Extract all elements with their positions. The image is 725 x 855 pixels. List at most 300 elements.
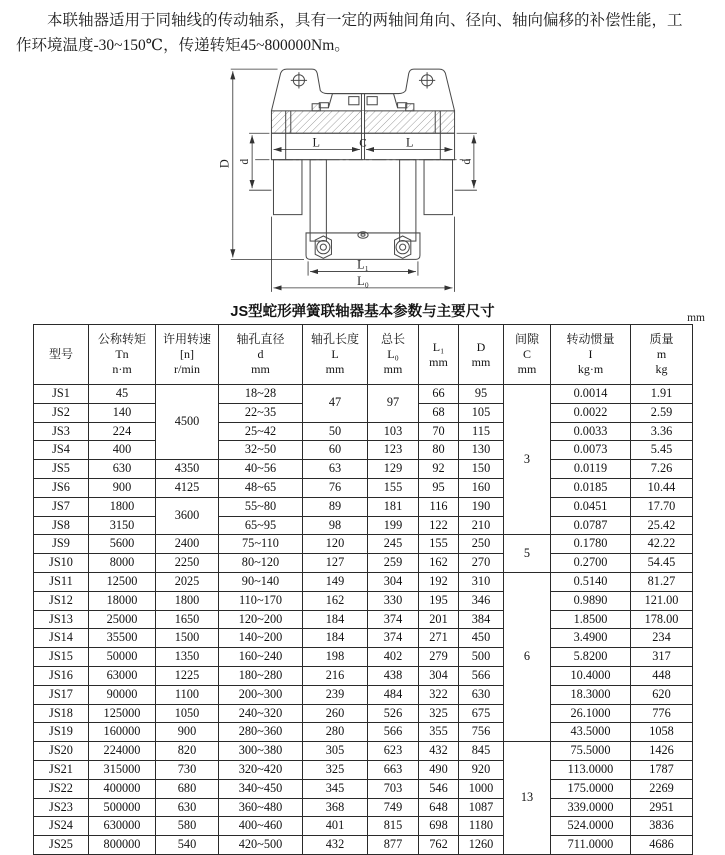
table-cell: 450 [459, 629, 504, 648]
table-cell: 1787 [631, 760, 693, 779]
table-cell: 18000 [89, 591, 156, 610]
table-cell: 120 [303, 535, 368, 554]
table-cell: 113.0000 [551, 760, 631, 779]
table-cell: 35500 [89, 629, 156, 648]
table-cell: 2250 [156, 554, 219, 573]
table-cell: 1800 [156, 591, 219, 610]
column-header: 转动惯量 I kg·m [551, 325, 631, 385]
table-cell: 2269 [631, 779, 693, 798]
label-C: C [358, 137, 367, 150]
table-cell: 0.0451 [551, 497, 631, 516]
coupling-drawing [218, 60, 508, 296]
table-cell: 3.36 [631, 422, 693, 441]
table-cell: 317 [631, 648, 693, 667]
table-row [34, 742, 693, 761]
label-L1: L₁ [356, 257, 369, 272]
table-cell: 900 [156, 723, 219, 742]
table-cell: 6 [504, 572, 551, 741]
table-row [34, 535, 693, 554]
table-cell: 149 [303, 572, 368, 591]
table-row [34, 666, 693, 685]
table-row [34, 648, 693, 667]
table-cell: 330 [368, 591, 419, 610]
table-cell: 500 [459, 648, 504, 667]
table-cell: JS21 [34, 760, 89, 779]
table-cell: 68 [419, 403, 459, 422]
table-cell: 90~140 [219, 572, 303, 591]
table-cell: JS4 [34, 441, 89, 460]
column-header: 公称转矩 Tn n·m [89, 325, 156, 385]
table-cell: 123 [368, 441, 419, 460]
table-cell: JS2 [34, 403, 89, 422]
table-cell: 1050 [156, 704, 219, 723]
table-cell: 10.44 [631, 478, 693, 497]
label-L-left: L [311, 135, 320, 150]
table-cell: 127 [303, 554, 368, 573]
table-cell: 5 [504, 535, 551, 573]
table-cell: 18.3000 [551, 685, 631, 704]
table-cell: 800000 [89, 836, 156, 855]
table-row [34, 591, 693, 610]
table-cell: 25000 [89, 610, 156, 629]
table-cell: 680 [156, 779, 219, 798]
column-header: D mm [459, 325, 504, 385]
left-lower-block [273, 160, 301, 215]
table-cell: 401 [303, 817, 368, 836]
table-cell: 250 [459, 535, 504, 554]
table-cell: 432 [303, 836, 368, 855]
table-cell: 192 [419, 572, 459, 591]
table-cell: 181 [368, 497, 419, 516]
table-cell: JS24 [34, 817, 89, 836]
table-cell: 815 [368, 817, 419, 836]
table-cell: 304 [368, 572, 419, 591]
table-row [34, 422, 693, 441]
table-cell: 566 [368, 723, 419, 742]
table-cell: 80~120 [219, 554, 303, 573]
table-cell: 55~80 [219, 497, 303, 516]
table-cell: 25.42 [631, 516, 693, 535]
table-cell: 26.1000 [551, 704, 631, 723]
table-cell: 1350 [156, 648, 219, 667]
table-cell: 63000 [89, 666, 156, 685]
table-cell: 184 [303, 610, 368, 629]
table-cell: 245 [368, 535, 419, 554]
table-cell: 160000 [89, 723, 156, 742]
label-L-right: L [405, 135, 414, 150]
table-cell: 65~95 [219, 516, 303, 535]
table-cell: 448 [631, 666, 693, 685]
table-cell: 432 [419, 742, 459, 761]
table-cell: 0.0185 [551, 478, 631, 497]
table-cell: 0.2700 [551, 554, 631, 573]
table-cell: JS22 [34, 779, 89, 798]
table-cell: 43.5000 [551, 723, 631, 742]
table-cell: 66 [419, 385, 459, 404]
table-cell: 17.70 [631, 497, 693, 516]
table-cell: 920 [459, 760, 504, 779]
inner-cover [328, 94, 397, 108]
table-cell: 703 [368, 779, 419, 798]
table-cell: 7.26 [631, 460, 693, 479]
table-cell: 1.91 [631, 385, 693, 404]
table-cell: 580 [156, 817, 219, 836]
table-cell: JS23 [34, 798, 89, 817]
table-cell: 70 [419, 422, 459, 441]
table-cell: 5.8200 [551, 648, 631, 667]
table-cell: 90000 [89, 685, 156, 704]
table-cell: 5600 [89, 535, 156, 554]
table-cell: 184 [303, 629, 368, 648]
table-cell: 89 [303, 497, 368, 516]
table-cell: 0.9890 [551, 591, 631, 610]
table-cell: 490 [419, 760, 459, 779]
column-header: 总长 L₀ mm [368, 325, 419, 385]
table-cell: 315000 [89, 760, 156, 779]
table-cell: 524.0000 [551, 817, 631, 836]
table-cell: 18~28 [219, 385, 303, 404]
table-cell: 340~450 [219, 779, 303, 798]
table-cell: JS10 [34, 554, 89, 573]
table-cell: JS25 [34, 836, 89, 855]
table-cell: 13 [504, 742, 551, 855]
table-row [34, 685, 693, 704]
table-cell: 675 [459, 704, 504, 723]
table-cell: 97 [368, 385, 419, 423]
table-cell: JS5 [34, 460, 89, 479]
table-cell: 160~240 [219, 648, 303, 667]
table-cell: 130 [459, 441, 504, 460]
table-cell: 198 [303, 648, 368, 667]
table-row [34, 629, 693, 648]
intro-paragraph [0, 0, 725, 58]
table-cell: 0.0787 [551, 516, 631, 535]
table-cell: 42.22 [631, 535, 693, 554]
table-cell: 12500 [89, 572, 156, 591]
table-row [34, 478, 693, 497]
table-cell: 2.59 [631, 403, 693, 422]
column-header: 型号 [34, 325, 89, 385]
table-cell: 224000 [89, 742, 156, 761]
table-cell: JS8 [34, 516, 89, 535]
table-row [34, 516, 693, 535]
table-cell: 80 [419, 441, 459, 460]
table-row [34, 779, 693, 798]
table-cell: 3150 [89, 516, 156, 535]
table-cell: 76 [303, 478, 368, 497]
column-header: 质量 m kg [631, 325, 693, 385]
table-cell: 260 [303, 704, 368, 723]
table-cell: 5.45 [631, 441, 693, 460]
table-cell: 60 [303, 441, 368, 460]
table-cell: 199 [368, 516, 419, 535]
table-cell: 346 [459, 591, 504, 610]
table-cell: 900 [89, 478, 156, 497]
table-cell: 190 [459, 497, 504, 516]
table-cell: 116 [419, 497, 459, 516]
table-cell: JS6 [34, 478, 89, 497]
table-caption-row [0, 300, 725, 324]
table-cell: 1000 [459, 779, 504, 798]
table-cell: 200~300 [219, 685, 303, 704]
table-cell: 280 [303, 723, 368, 742]
table-cell: 546 [419, 779, 459, 798]
table-row [34, 723, 693, 742]
table-cell: 1100 [156, 685, 219, 704]
table-cell: 160 [459, 478, 504, 497]
table-cell: 180~280 [219, 666, 303, 685]
table-cell: 175.0000 [551, 779, 631, 798]
table-cell: 0.0119 [551, 460, 631, 479]
table-cell: 75.5000 [551, 742, 631, 761]
table-row [34, 817, 693, 836]
table-cell: 45 [89, 385, 156, 404]
table-cell: 103 [368, 422, 419, 441]
table-cell: 178.00 [631, 610, 693, 629]
coupling-cross-section-svg [218, 60, 508, 296]
table-cell: 22~35 [219, 403, 303, 422]
table-cell: 25~42 [219, 422, 303, 441]
yoke-bolt-icon [315, 236, 411, 258]
table-cell: 345 [303, 779, 368, 798]
label-L0: L₀ [356, 273, 369, 288]
column-header: L₁ mm [419, 325, 459, 385]
table-cell: 121.00 [631, 591, 693, 610]
table-header [34, 325, 693, 385]
column-header: 轴孔长度 L mm [303, 325, 368, 385]
table-cell: 400 [89, 441, 156, 460]
bottom-yoke [306, 233, 420, 259]
table-cell: 374 [368, 629, 419, 648]
table-cell: 2951 [631, 798, 693, 817]
table-cell: 54.45 [631, 554, 693, 573]
table-cell: 270 [459, 554, 504, 573]
table-cell: 368 [303, 798, 368, 817]
table-cell: 630 [459, 685, 504, 704]
table-cell: 3.4900 [551, 629, 631, 648]
table-cell: 566 [459, 666, 504, 685]
table-cell: 216 [303, 666, 368, 685]
table-cell: 0.5140 [551, 572, 631, 591]
table-cell: 420~500 [219, 836, 303, 855]
table-cell: 4125 [156, 478, 219, 497]
table-cell: 0.0014 [551, 385, 631, 404]
table-cell: 484 [368, 685, 419, 704]
parameters-table [33, 324, 693, 855]
table-cell: 4500 [156, 385, 219, 460]
label-d-right: d [460, 158, 473, 165]
table-row [34, 760, 693, 779]
table-cell: 3836 [631, 817, 693, 836]
table-row [34, 572, 693, 591]
table-cell: 1260 [459, 836, 504, 855]
table-cell: 360~480 [219, 798, 303, 817]
table-cell: 63 [303, 460, 368, 479]
table-row [34, 704, 693, 723]
table-row [34, 497, 693, 516]
table-cell: JS19 [34, 723, 89, 742]
table-cell: 3 [504, 385, 551, 535]
table-cell: 776 [631, 704, 693, 723]
table-cell: 845 [459, 742, 504, 761]
table-cell: 698 [419, 817, 459, 836]
bolt-hole-icon [290, 72, 434, 88]
table-cell: JS7 [34, 497, 89, 516]
table-cell: 1426 [631, 742, 693, 761]
table-cell: 48~65 [219, 478, 303, 497]
table-cell: 125000 [89, 704, 156, 723]
table-cell: 325 [419, 704, 459, 723]
table-cell: 115 [459, 422, 504, 441]
table-cell: 648 [419, 798, 459, 817]
table-cell: 526 [368, 704, 419, 723]
table-cell: 280~360 [219, 723, 303, 742]
table-cell: JS12 [34, 591, 89, 610]
table-cell: 3600 [156, 497, 219, 535]
table-cell: JS16 [34, 666, 89, 685]
table-cell: 105 [459, 403, 504, 422]
table-cell: 150 [459, 460, 504, 479]
table-cell: 201 [419, 610, 459, 629]
table-cell: 877 [368, 836, 419, 855]
table-cell: 0.1780 [551, 535, 631, 554]
table-cell: 162 [419, 554, 459, 573]
table-cell: 95 [419, 478, 459, 497]
table-cell: JS11 [34, 572, 89, 591]
table-cell: 623 [368, 742, 419, 761]
table-cell: 355 [419, 723, 459, 742]
table-cell: 140~200 [219, 629, 303, 648]
table-cell: 195 [419, 591, 459, 610]
table-cell: 0.0073 [551, 441, 631, 460]
table-cell: 259 [368, 554, 419, 573]
table-cell: 1058 [631, 723, 693, 742]
table-cell: 239 [303, 685, 368, 704]
table-cell: 630 [89, 460, 156, 479]
table-row [34, 554, 693, 573]
table-row [34, 460, 693, 479]
column-header: 间隙 C mm [504, 325, 551, 385]
table-body [34, 385, 693, 855]
table-cell: 50000 [89, 648, 156, 667]
table-cell: 310 [459, 572, 504, 591]
table-cell: 2400 [156, 535, 219, 554]
table-cell: 1.8500 [551, 610, 631, 629]
table-cell: 400~460 [219, 817, 303, 836]
table-cell: 0.0022 [551, 403, 631, 422]
table-cell: 374 [368, 610, 419, 629]
table-cell: 155 [419, 535, 459, 554]
table-cell: 2025 [156, 572, 219, 591]
table-cell: JS18 [34, 704, 89, 723]
table-cell: 75~110 [219, 535, 303, 554]
table-cell: 10.4000 [551, 666, 631, 685]
table-cell: 110~170 [219, 591, 303, 610]
table-cell: 320~420 [219, 760, 303, 779]
table-cell: 120~200 [219, 610, 303, 629]
table-cell: 300~380 [219, 742, 303, 761]
table-row [34, 385, 693, 404]
table-cell: 162 [303, 591, 368, 610]
table-cell: 630000 [89, 817, 156, 836]
table-cell: JS3 [34, 422, 89, 441]
table-cell: 1225 [156, 666, 219, 685]
table-cell: 1180 [459, 817, 504, 836]
table-cell: 730 [156, 760, 219, 779]
table-cell: 155 [368, 478, 419, 497]
table-cell: 630 [156, 798, 219, 817]
table-cell: 4350 [156, 460, 219, 479]
table-cell: 95 [459, 385, 504, 404]
table-row [34, 441, 693, 460]
table-title: JS型蛇形弹簧联轴器基本参数与主要尺寸 [230, 304, 495, 320]
table-cell: 240~320 [219, 704, 303, 723]
intro-line-1: 本联轴器适用于同轴线的传动轴系，具有一定的两轴间角向、径向、轴向偏移的补偿性能，工 [47, 12, 683, 29]
label-d-left: d [238, 158, 251, 165]
table-cell: 0.0033 [551, 422, 631, 441]
table-cell: 40~56 [219, 460, 303, 479]
table-cell: 224 [89, 422, 156, 441]
table-cell: 749 [368, 798, 419, 817]
table-unit-note: mm [687, 312, 705, 324]
table-cell: 620 [631, 685, 693, 704]
table-cell: 820 [156, 742, 219, 761]
table-cell: 279 [419, 648, 459, 667]
table-cell: 762 [419, 836, 459, 855]
table-cell: JS9 [34, 535, 89, 554]
table-cell: 1087 [459, 798, 504, 817]
table-cell: 305 [303, 742, 368, 761]
table-cell: 304 [419, 666, 459, 685]
table-cell: 271 [419, 629, 459, 648]
table-cell: 1500 [156, 629, 219, 648]
table-cell: 50 [303, 422, 368, 441]
table-cell: 122 [419, 516, 459, 535]
table-cell: 92 [419, 460, 459, 479]
table-cell: 711.0000 [551, 836, 631, 855]
table-cell: 756 [459, 723, 504, 742]
table-cell: JS13 [34, 610, 89, 629]
table-cell: 32~50 [219, 441, 303, 460]
table-cell: JS17 [34, 685, 89, 704]
table-cell: 438 [368, 666, 419, 685]
table-cell: 4686 [631, 836, 693, 855]
table-cell: 8000 [89, 554, 156, 573]
table-cell: 325 [303, 760, 368, 779]
table-cell: 400000 [89, 779, 156, 798]
table-cell: 129 [368, 460, 419, 479]
table-cell: JS14 [34, 629, 89, 648]
table-cell: 210 [459, 516, 504, 535]
table-cell: 500000 [89, 798, 156, 817]
table-cell: 81.27 [631, 572, 693, 591]
table-cell: JS20 [34, 742, 89, 761]
table-cell: 140 [89, 403, 156, 422]
table-row [34, 610, 693, 629]
table-cell: 663 [368, 760, 419, 779]
right-lower-block [424, 160, 452, 215]
intro-line-2: 作环境温度-30~150℃，传递转矩45~800000Nm。 [16, 37, 350, 54]
table-cell: 234 [631, 629, 693, 648]
table-cell: 402 [368, 648, 419, 667]
column-header: 许用转速 [n] r/min [156, 325, 219, 385]
table-cell: 47 [303, 385, 368, 423]
column-header: 轴孔直径 d mm [219, 325, 303, 385]
table-cell: 1650 [156, 610, 219, 629]
table-cell: 322 [419, 685, 459, 704]
label-D: D [217, 159, 232, 169]
table-cell: 384 [459, 610, 504, 629]
